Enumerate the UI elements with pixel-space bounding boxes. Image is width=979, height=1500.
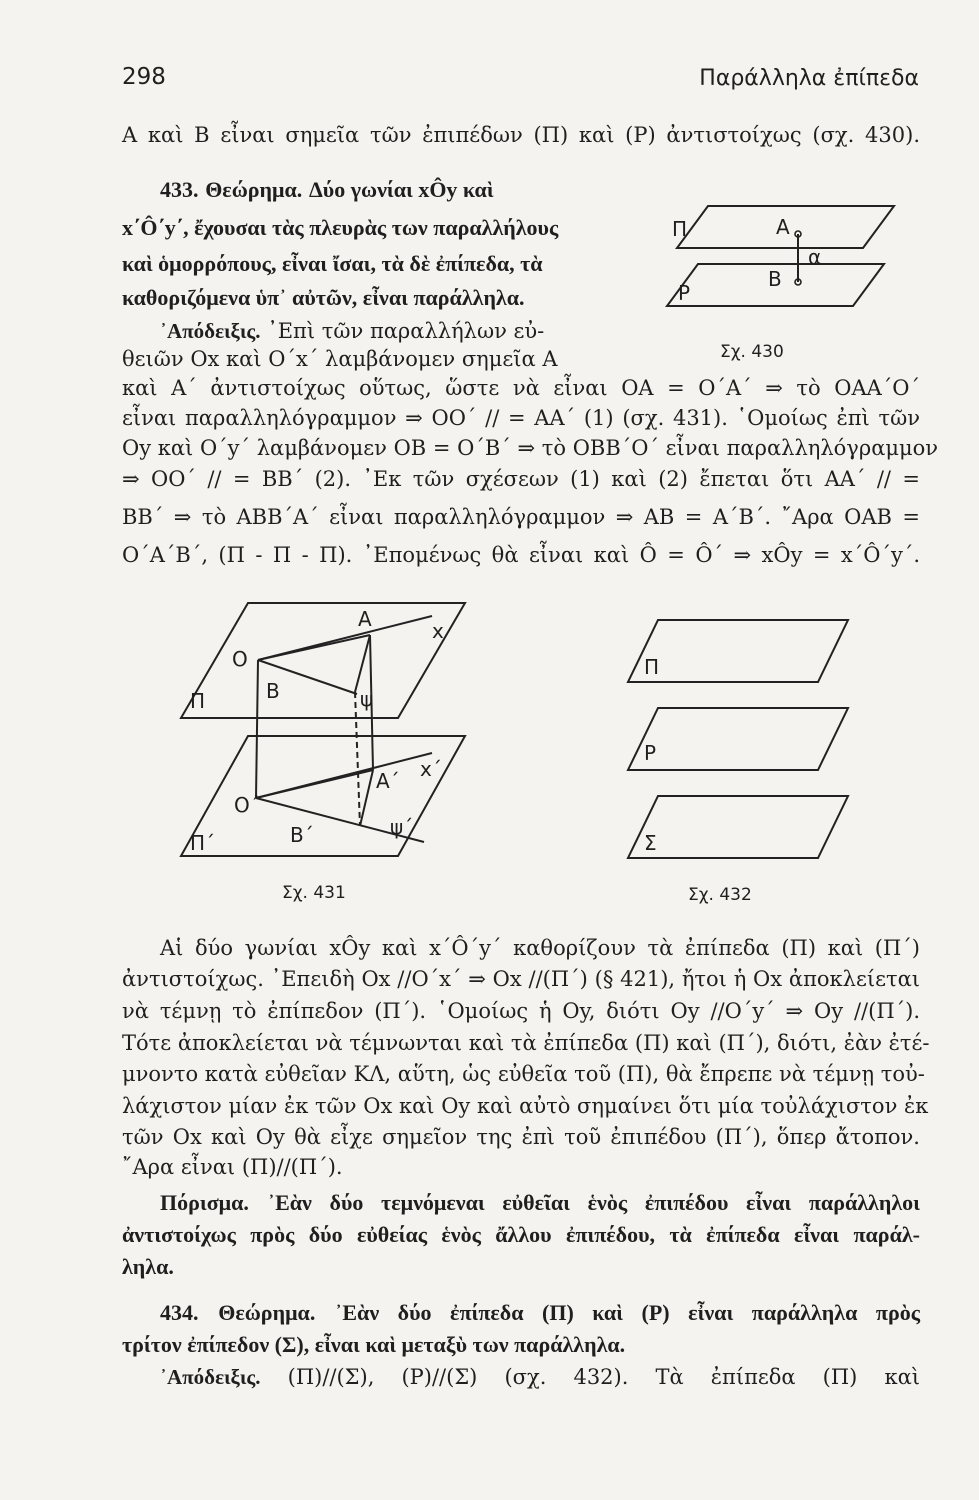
theorem-number: 434. bbox=[160, 1300, 199, 1325]
label-plane-1: Π bbox=[644, 655, 660, 679]
proof-label: ᾽Απόδειξις. bbox=[160, 319, 261, 343]
label-a: Α bbox=[358, 607, 372, 631]
text-line: καὶ Α΄ ἀντιστοίχως οὕτως, ὥστε νὰ εἶναι ΟΑ = Ο΄Α΄ ⇒ τὸ ΟΑΑ΄Ο΄ bbox=[122, 376, 920, 400]
label-plane-pi-prime: Π΄ bbox=[190, 831, 216, 855]
theorem-text: ᾽Εὰν δύο ἐπίπεδα (Π) καὶ (Ρ) εἶναι παράλληλα πρὸς bbox=[335, 1300, 921, 1325]
text-line: ΒΒ΄ ⇒ τὸ ΑΒΒ΄Α΄ εἶναι παραλληλόγραμμον ⇒ ΑΒ = Α΄Β΄. ῎Αρα ΟΑΒ = bbox=[122, 505, 920, 529]
label-plane-3: Σ bbox=[644, 831, 657, 855]
figure-430-caption: Σχ. 430 bbox=[720, 342, 784, 362]
theorem-434-line bbox=[160, 1298, 920, 1328]
plane-2 bbox=[628, 708, 848, 770]
text-line: Αἱ δύο γωνίαι xÔy καὶ x΄Ô΄y΄ καθορίζουν τὰ ἐπίπεδα (Π) καὶ (Π΄) bbox=[160, 936, 920, 960]
label-line-a: α bbox=[808, 245, 822, 269]
label-plane-pi: Π bbox=[672, 217, 688, 241]
proof-line bbox=[160, 316, 608, 346]
corollary-text: ᾽Εὰν δύο τεμνόμεναι εὐθεῖαι ἑνὸς ἐπιπέδου εἶναι παράλληλοι bbox=[267, 1190, 920, 1215]
text-line: τῶν Οx καὶ Οy θὰ εἶχε σημεῖον της ἐπὶ τοῦ ἐπιπέδου (Π΄), ὅπερ ἄτοπον. bbox=[122, 1125, 920, 1149]
label-point-b: Β bbox=[768, 267, 782, 291]
label-plane-pi: Π bbox=[190, 689, 206, 713]
label-o: Ο bbox=[232, 647, 248, 671]
proof-text: (Π)//(Σ), (Ρ)//(Σ) (σχ. 432). Τὰ ἐπίπεδα (Π) καὶ bbox=[287, 1365, 920, 1389]
text-line: ῎Αρα εἶναι (Π)//(Π΄). bbox=[122, 1155, 343, 1179]
corollary-line: ἀντιστοίχως πρὸς δύο εὐθείας ἑνὸς ἄλλου ἐπιπέδου, τὰ ἐπίπεδα εἶναι παράλ- bbox=[122, 1222, 920, 1247]
label-y-prime: ψ΄ bbox=[390, 815, 414, 839]
label-plane-2: Ρ bbox=[644, 741, 657, 765]
text-line: νὰ τέμνῃ τὸ ἐπίπεδον (Π΄). ῾Ομοίως ἡ Οy, διότι Οy //Ο΄y΄ ⇒ Οy //(Π΄). bbox=[122, 999, 920, 1023]
text-line: Ο΄Α΄Β΄, (Π - Π - Π). ᾽Επομένως θὰ εἶναι καὶ Ô = Ô΄ ⇒ xÔy = x΄Ô΄y΄. bbox=[122, 543, 920, 567]
proof-label: ᾽Απόδειξις. bbox=[160, 1365, 261, 1389]
label-b-prime: Β΄ bbox=[290, 823, 314, 847]
label-y: ψ bbox=[360, 687, 374, 711]
figure-432 bbox=[618, 610, 858, 880]
text-line: Τότε ἀποκλείεται νὰ τέμνωνται καὶ τὰ ἐπίπεδα (Π) καὶ (Π΄), διότι, ἐὰν ἐτέ- bbox=[122, 1031, 930, 1055]
proof-text: ᾽Επὶ τῶν παραλλήλων εὐ- bbox=[267, 319, 545, 343]
page-number: 298 bbox=[122, 64, 166, 90]
theorem-line: καθοριζόμενα ὑπ᾽ αὐτῶν, εἶναι παράλληλα. bbox=[122, 285, 525, 310]
plane-pi bbox=[181, 603, 465, 718]
theorem-line: καὶ ὁμορρόπους, εἶναι ἴσαι, τὰ δὲ ἐπίπεδα, τὰ bbox=[122, 251, 543, 276]
theorem-line: x΄Ô΄y΄, ἔχουσαι τὰς πλευρὰς των παραλλήλους bbox=[122, 215, 559, 240]
label-x: x bbox=[432, 619, 444, 643]
corollary-label: Πόρισμα. bbox=[160, 1190, 249, 1215]
label-a-prime: Α΄ bbox=[376, 769, 400, 793]
text-line: Οy καὶ Ο΄y΄ λαμβάνομεν ΟΒ = Ο΄Β΄ ⇒ τὸ ΟΒΒ΄Ο΄ εἶναι παραλληλόγραμμον bbox=[122, 436, 939, 460]
text-line: εἶναι παραλληλόγραμμον ⇒ ΟΟ΄ // = ΑΑ΄ (1) (σχ. 431). ῾Ομοίως ἐπὶ τῶν bbox=[122, 406, 920, 430]
figure-431 bbox=[170, 598, 500, 868]
running-title: Παράλληλα ἐπίπεδα bbox=[699, 66, 919, 91]
text-line: λάχιστον μίαν ἐκ τῶν Οx καὶ Οy καὶ αὐτὸ σημαίνει ὅτι μία τοὐλάχιστον ἐκ bbox=[122, 1094, 929, 1118]
text-line: Α καὶ Β εἶναι σημεῖα τῶν ἐπιπέδων (Π) καὶ (Ρ) ἀντιστοίχως (σχ. 430). bbox=[122, 123, 920, 147]
label-o-prime: Ο΄ bbox=[234, 793, 260, 817]
text-line: ἀντιστοίχως. ᾽Επειδὴ Οx //Ο΄x΄ ⇒ Οx //(Π΄) (§ 421), ἤτοι ἡ Οx ἀποκλείεται bbox=[122, 967, 920, 991]
label-plane-rho: Ρ bbox=[678, 281, 691, 305]
label-x-prime: x΄ bbox=[420, 757, 442, 781]
figure-432-caption: Σχ. 432 bbox=[688, 885, 752, 905]
theorem-label: Θεώρημα. bbox=[205, 177, 303, 202]
figure-430 bbox=[648, 196, 898, 316]
proof-line bbox=[160, 1362, 920, 1392]
figure-431-caption: Σχ. 431 bbox=[282, 883, 346, 903]
theorem-line: τρίτον ἐπίπεδον (Σ), εἶναι καὶ μεταξὺ των παράλληλα. bbox=[122, 1332, 626, 1357]
label-point-a: Α bbox=[776, 215, 790, 239]
corollary-line bbox=[160, 1188, 920, 1218]
text-line: θειῶν Οx καὶ Ο΄x΄ λαμβάνομεν σημεῖα Α bbox=[122, 347, 558, 371]
theorem-number: 433. bbox=[160, 177, 199, 202]
theorem-text: Δύο γωνίαι xÔy καὶ bbox=[308, 177, 494, 202]
corollary-line: ληλα. bbox=[122, 1254, 174, 1279]
theorem-label: Θεώρημα. bbox=[218, 1300, 316, 1325]
plane-pi-prime bbox=[181, 736, 465, 856]
text-line: μνοντο κατὰ εὐθεῖαν ΚΛ, αὕτη, ὡς εὐθεῖα τοῦ (Π), θὰ ἔπρεπε νὰ τέμνῃ τοὐ- bbox=[122, 1062, 925, 1086]
plane-1 bbox=[628, 620, 848, 682]
text-line: ⇒ ΟΟ΄ // = ΒΒ΄ (2). ᾽Εκ τῶν σχέσεων (1) καὶ (2) ἔπεται ὅτι ΑΑ΄ // = bbox=[122, 467, 920, 491]
label-b: Β bbox=[266, 679, 280, 703]
theorem-433-line bbox=[160, 175, 600, 205]
plane-3 bbox=[628, 796, 848, 858]
